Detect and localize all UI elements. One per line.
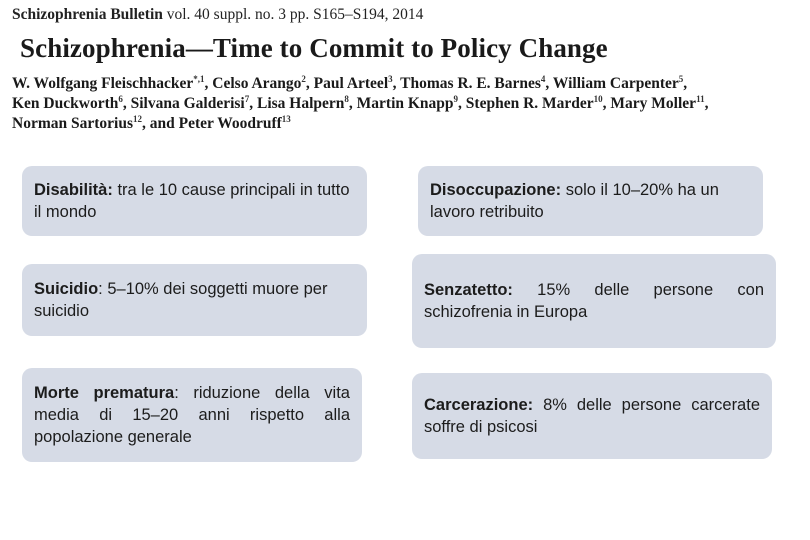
fact-box-suicide [22,264,367,336]
author-affiliation: 10 [593,94,603,104]
author-separator: , [458,95,466,112]
journal-reference: vol. 40 suppl. no. 3 pp. S165–S194, 2014 [162,6,424,23]
author-name: Peter Woodruff [178,115,282,132]
fact-text: solo il 10–20% ha un lavoro retribuito [430,181,719,221]
author-name: Silvana Galderisi [130,95,245,112]
author-name: Mary Moller [610,95,697,112]
author-affiliation: 12 [132,114,142,124]
author-affiliation: 13 [281,114,291,124]
author-separator: , [204,75,213,92]
fact-text: 15% delle persone con schizofrenia in Europa [424,281,764,321]
author-affiliation: 5 [678,74,684,84]
author-affiliation: 4 [540,74,546,84]
author-separator: , [122,95,131,112]
fact-text: 8% delle persone carcerate soffre di psicosi [424,396,760,436]
author-affiliation: *,1 [193,74,205,84]
author-separator: , [392,75,401,92]
fact-label: Carcerazione: [424,396,534,414]
fact-box-disability [22,166,367,236]
author-name: Thomas R. E. Barnes [400,75,541,92]
author-name: Paul Arteel [313,75,389,92]
author-separator: , [683,75,688,92]
fact-text: : 5–10% dei soggetti muore per suicidio [34,280,328,320]
author-affiliation: 2 [301,74,306,84]
fact-box-incarceration [412,373,772,459]
author-affiliation: 11 [696,94,705,104]
article-title: Schizophrenia—Time to Commit to Policy Change [20,33,608,63]
fact-label: Morte prematura [34,384,175,402]
fact-label: Suicidio [34,280,99,298]
author-name: Celso Arango [212,75,302,92]
author-name: Stephen R. Marder [465,95,594,112]
author-name: Martin Knapp [356,95,454,112]
author-name: W. Wolfgang Fleischhacker [12,75,194,92]
fact-box-unemployment [418,166,763,236]
fact-label: Disabilità: [34,181,113,199]
author-separator: , [545,75,553,92]
fact-text: : riduzione della vita media di 15–20 anni rispetto alla popolazione generale [34,384,350,446]
author-list [12,74,802,134]
author-affiliation: 7 [244,94,250,104]
author-affiliation: 9 [453,94,459,104]
journal-citation [12,6,423,24]
author-separator: , and [141,115,179,132]
journal-name: Schizophrenia Bulletin [12,6,163,23]
author-name: Lisa Halpern [256,95,345,112]
fact-label: Disoccupazione: [430,181,562,199]
author-separator: , [602,95,611,112]
author-separator: , [348,95,357,112]
fact-text: tra le 10 cause principali in tutto il mondo [34,181,350,221]
author-affiliation: 8 [344,94,349,104]
author-separator: , [305,75,314,92]
fact-box-homelessness [412,254,776,348]
author-separator: , [704,95,709,112]
author-name: Ken Duckworth [12,95,119,112]
author-affiliation: 6 [118,94,123,104]
author-name: William Carpenter [552,75,679,92]
fact-label: Senzatetto: [424,281,513,299]
author-separator: , [249,95,257,112]
author-name: Norman Sartorius [12,115,133,132]
author-affiliation: 3 [388,74,393,84]
fact-box-premature-death [22,368,362,462]
